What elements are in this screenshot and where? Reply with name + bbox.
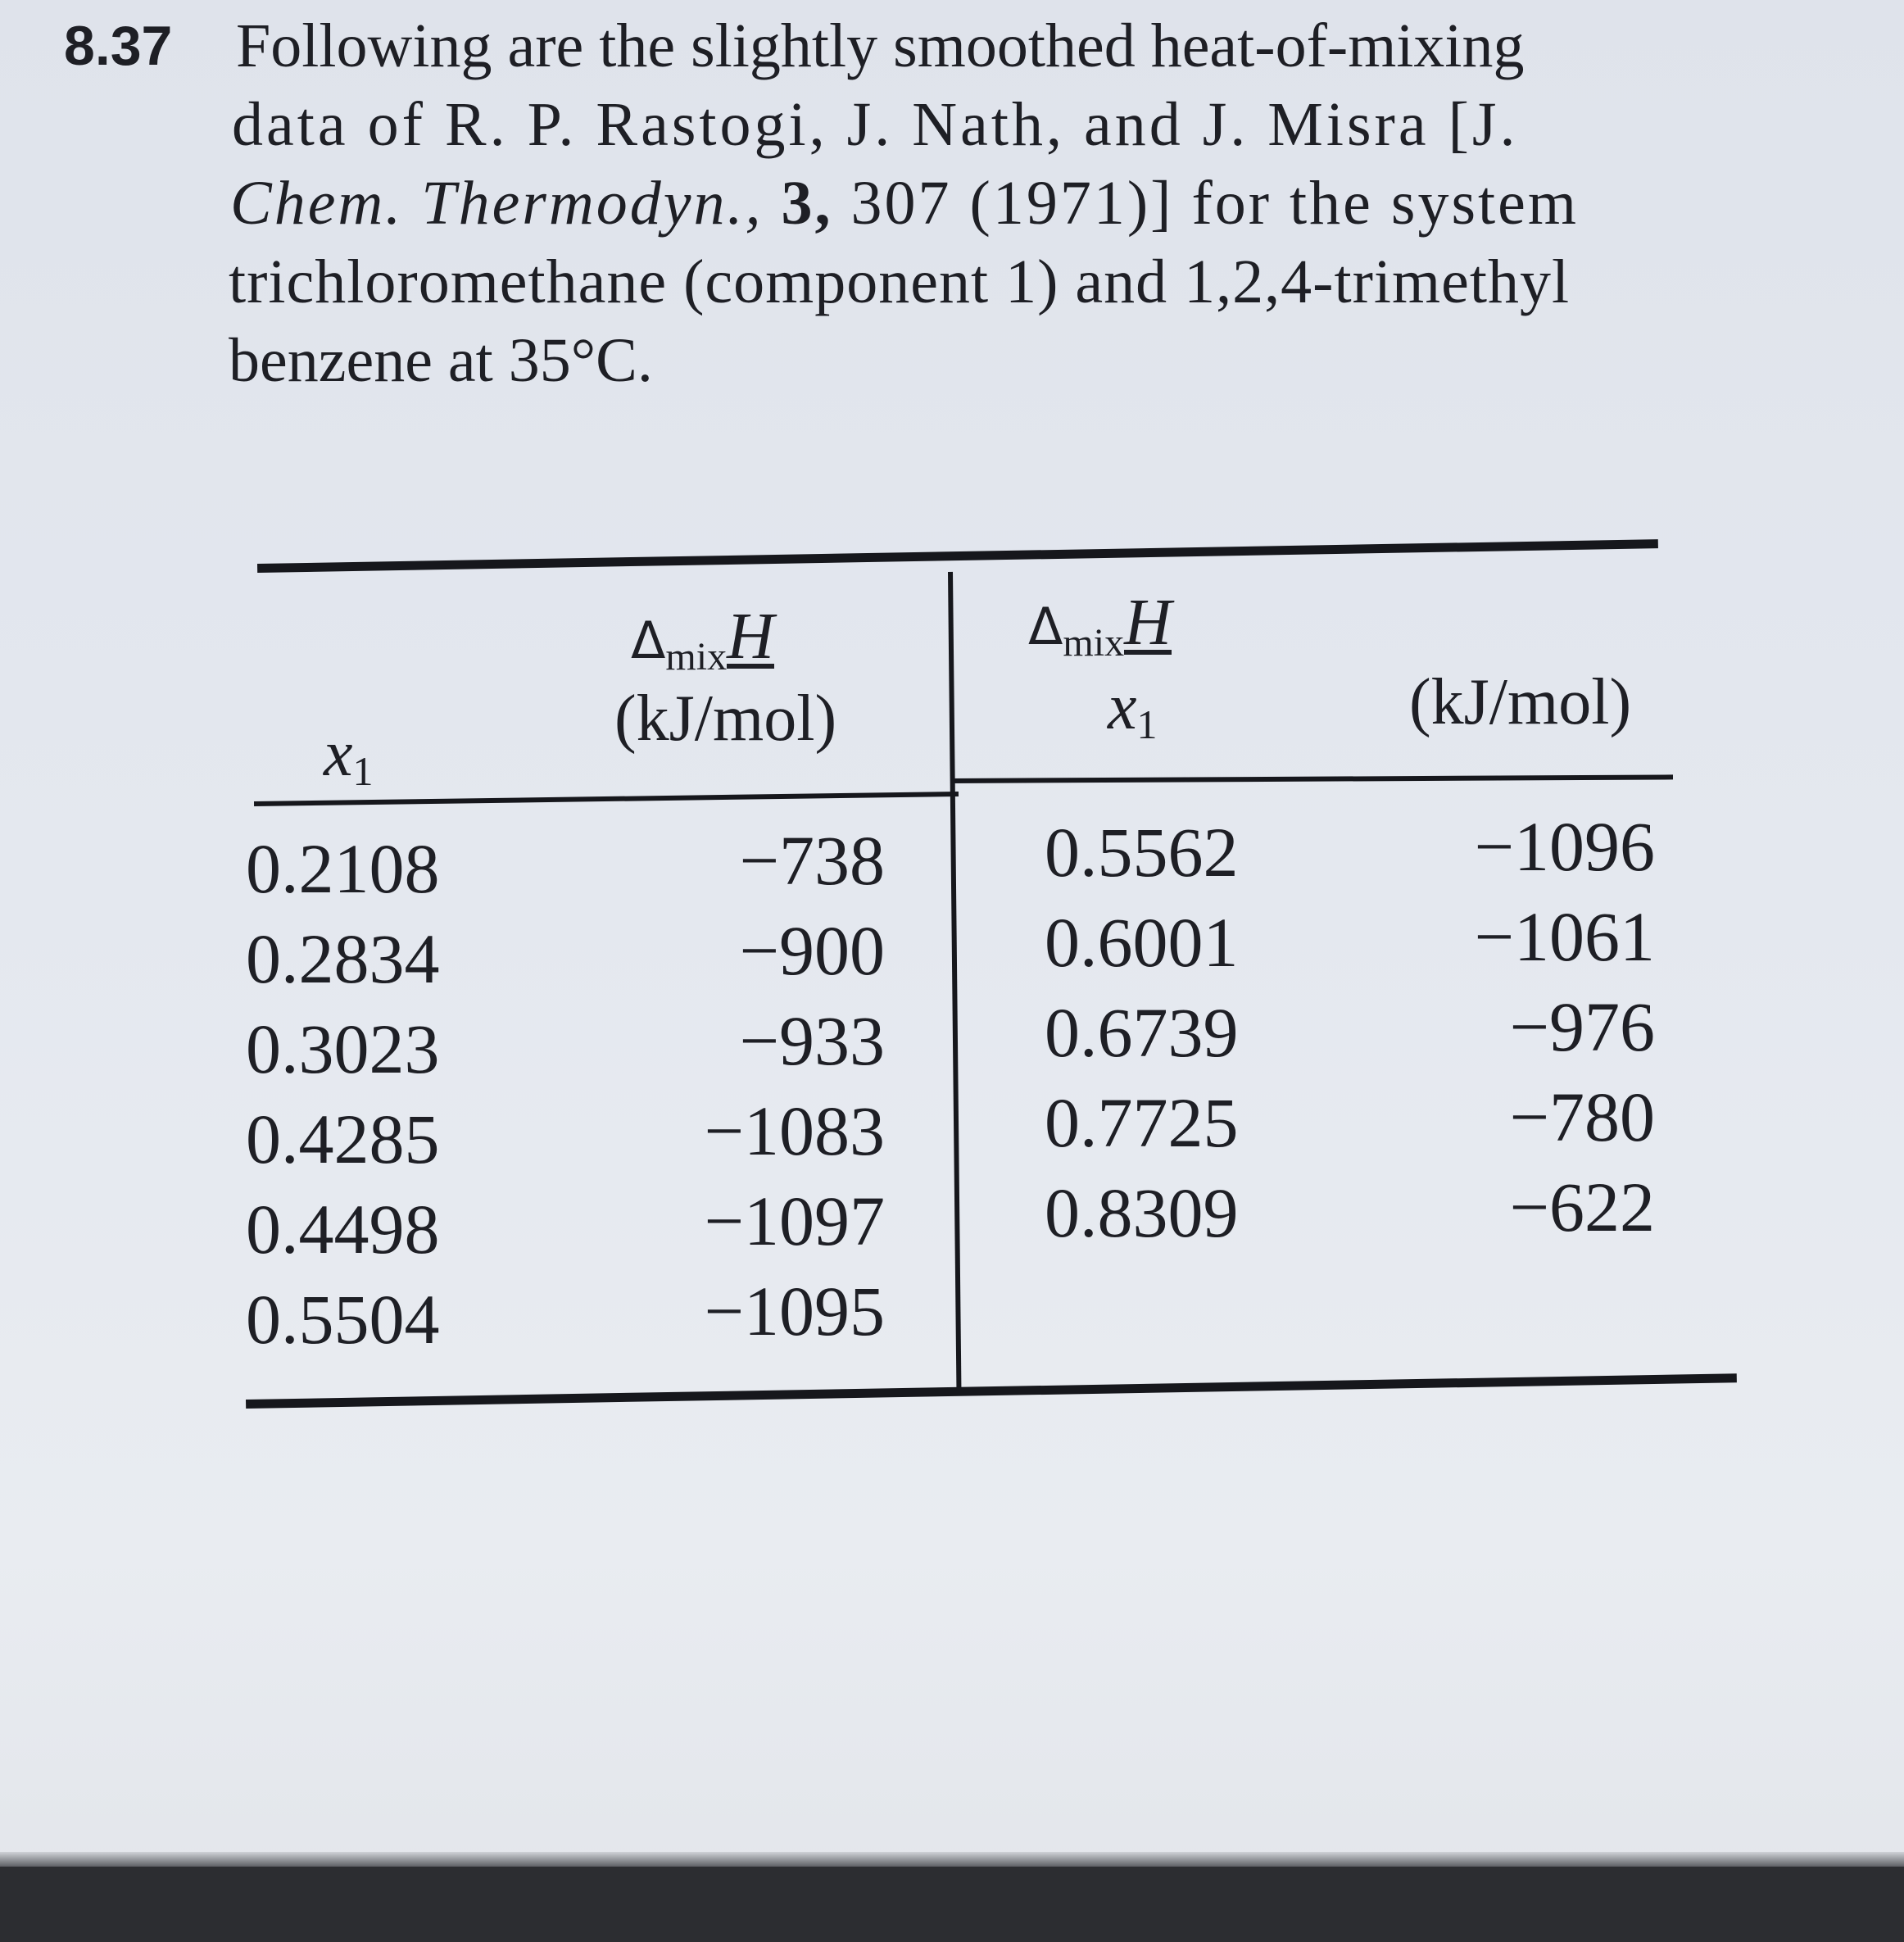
table-cell: 0.3023 (246, 1010, 440, 1088)
table-cell: −622 (1509, 1168, 1655, 1246)
table-column-divider (948, 572, 961, 1391)
problem-line-2: data of R. P. Rastogi, J. Nath, and J. Misra [J. (232, 90, 1519, 159)
column-dh-right (1311, 801, 1655, 1252)
table-cell: −1096 (1474, 807, 1655, 886)
column-x1-left (246, 824, 459, 1364)
problem-line-5: benzene at 35°C. (229, 326, 653, 395)
column-dh-left (573, 815, 885, 1356)
column-x1-right (1045, 807, 1299, 1258)
journal-volume: 3, (781, 169, 833, 238)
table-cell: −976 (1509, 987, 1655, 1066)
problem-line-4: trichloromethane (component 1) and 1,2,4-trimethyl (229, 247, 1571, 316)
problem-line-1: Following are the slightly smoothed heat-of-mixing (236, 11, 1525, 80)
table-cell: −1061 (1474, 897, 1655, 976)
table-cell: 0.5562 (1045, 813, 1239, 892)
dark-background-edge (0, 1867, 1904, 1942)
table-cell: 0.2108 (246, 829, 440, 908)
table-header-rule-right (952, 774, 1673, 783)
citation-rest: 307 (1971)] for the system (850, 169, 1580, 238)
header-x1-left: $x_1$ (324, 718, 374, 794)
table-cell: −1095 (704, 1272, 885, 1350)
table-cell: 0.8309 (1045, 1173, 1239, 1252)
header-dmixh-left: $\Delta_{mix}H$ (631, 601, 774, 678)
table-cell: 0.7725 (1045, 1083, 1239, 1162)
table-cell: 0.2834 (246, 919, 440, 998)
table-bottom-rule (246, 1373, 1737, 1409)
problem-line-3 (230, 164, 1579, 243)
table-cell: 0.4285 (246, 1100, 440, 1178)
table-cell: −780 (1509, 1078, 1655, 1156)
header-x1-right: $x_1$ (1108, 671, 1158, 747)
table-cell: −738 (739, 821, 885, 900)
heat-of-mixing-table (246, 541, 1737, 1409)
problem-number: 8.37 (64, 15, 173, 77)
header-dmixh-right: $\Delta_{mix}H$ (1028, 587, 1172, 665)
table-cell: 0.5504 (246, 1280, 440, 1359)
table-cell: 0.6739 (1045, 993, 1239, 1072)
table-top-rule (257, 539, 1658, 573)
table-cell: 0.4498 (246, 1190, 440, 1268)
header-unit-right: (kJ/mol) (1409, 666, 1632, 738)
table-cell: −1097 (704, 1182, 885, 1260)
table-cell: 0.6001 (1045, 903, 1239, 982)
header-unit-left: (kJ/mol) (614, 683, 837, 755)
table-cell: −1083 (704, 1091, 885, 1170)
table-cell: −933 (739, 1001, 885, 1080)
table-cell: −900 (739, 911, 885, 990)
journal-name: Chem. Thermodyn., (230, 169, 764, 238)
